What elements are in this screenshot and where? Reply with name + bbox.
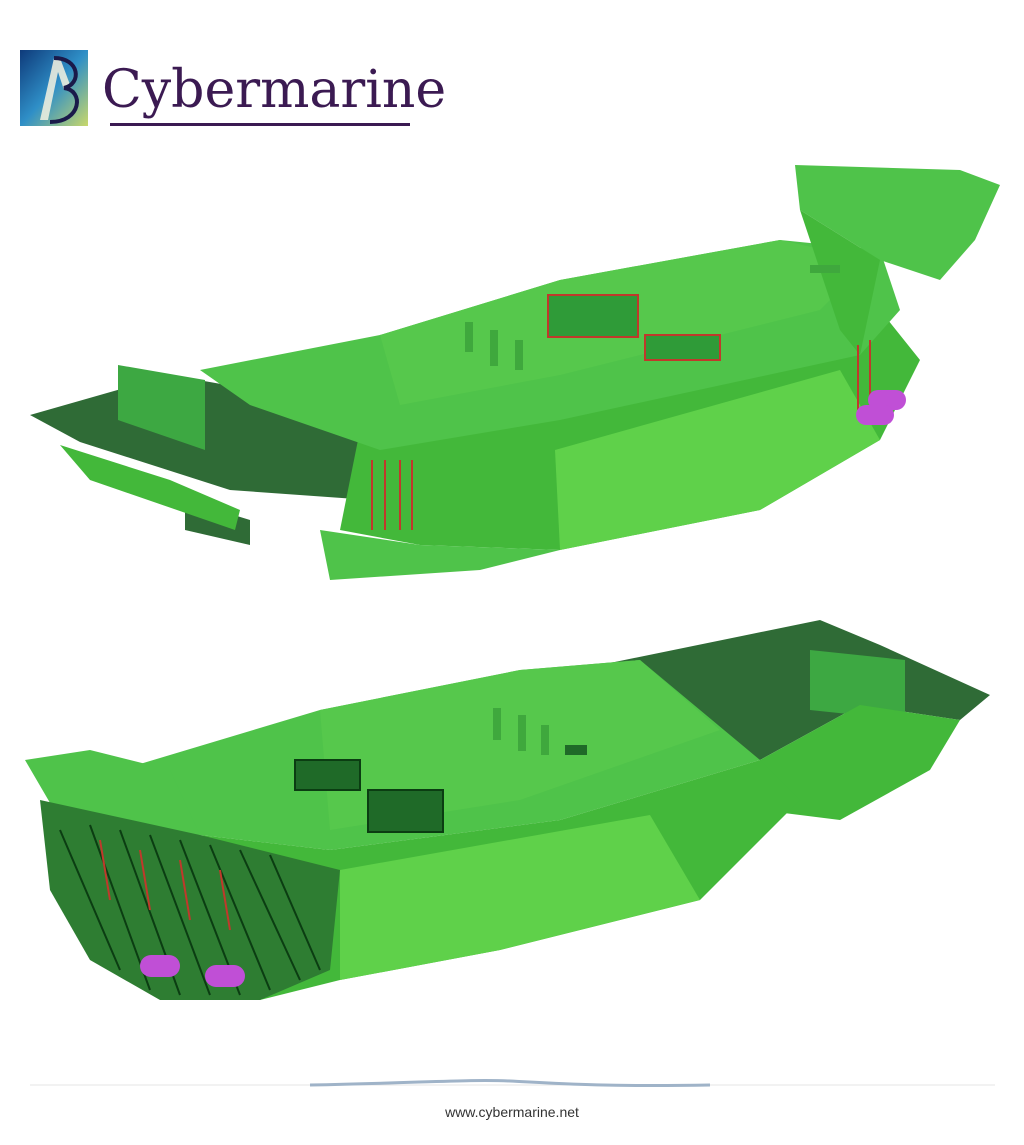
post-3	[541, 725, 549, 755]
post-3	[515, 340, 523, 370]
brand-wordmark: Cybermarine	[102, 60, 447, 120]
post-2	[518, 715, 526, 751]
post-1	[493, 708, 501, 740]
footer-wave-divider	[0, 1075, 1024, 1095]
post-1	[465, 322, 473, 352]
hatch-2	[645, 335, 720, 360]
hull-model-top	[0, 150, 1024, 600]
logo-mark-icon	[20, 50, 90, 128]
hatch-1	[295, 760, 360, 790]
brand-logo	[20, 50, 447, 145]
footer-website: www.cybermarine.net	[445, 1104, 579, 1120]
hatch-1	[548, 295, 638, 337]
hatch-2	[368, 790, 443, 832]
hatch-3	[565, 745, 587, 755]
logo-underline	[110, 123, 410, 126]
hull-model-bottom	[0, 610, 1024, 1040]
deck-vent	[810, 265, 840, 273]
post-2	[490, 330, 498, 366]
